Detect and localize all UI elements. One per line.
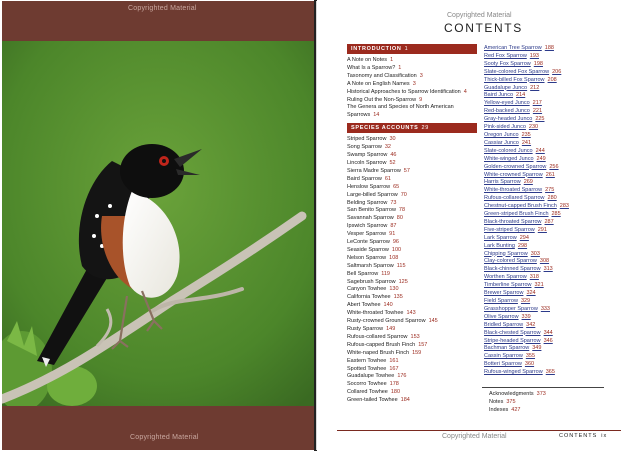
- toc-entry-page: 355: [525, 353, 536, 360]
- watermark-top-right: Copyrighted Material: [447, 12, 512, 19]
- toc-entry[interactable]: [347, 373, 477, 381]
- toc-entry-title: Cassiar Junco: [484, 139, 519, 146]
- toc-entry[interactable]: [484, 258, 604, 266]
- toc-entry[interactable]: [484, 251, 604, 259]
- toc-entry[interactable]: [347, 247, 477, 255]
- toc-entry[interactable]: [484, 77, 604, 85]
- toc-entry[interactable]: [484, 61, 604, 69]
- toc-entry-title: Field Sparrow: [484, 298, 518, 304]
- section-header-species-accounts[interactable]: [347, 123, 477, 133]
- toc-entry-title: Notes: [489, 398, 504, 405]
- toc-entry[interactable]: [489, 391, 546, 399]
- toc-entry-title: Sooty Fox Sparrow: [484, 60, 531, 67]
- toc-entry-page: 212: [530, 84, 540, 91]
- toc-entry[interactable]: [347, 271, 477, 279]
- species-entries: [347, 136, 477, 405]
- toc-entry-title: Collared Towhee: [347, 389, 388, 396]
- toc-entry[interactable]: [484, 353, 604, 361]
- toc-entry[interactable]: [347, 207, 477, 215]
- toc-entry[interactable]: [347, 350, 477, 358]
- toc-entry-title: California Towhee: [347, 294, 391, 301]
- toc-entry[interactable]: [347, 231, 477, 239]
- toc-entry-page: 176: [397, 373, 407, 380]
- toc-entry[interactable]: [347, 152, 477, 160]
- toc-entry-page: 178: [389, 381, 399, 388]
- toc-entry-page: 145: [428, 318, 438, 325]
- toc-entry-title: Striped Sparrow: [347, 136, 387, 143]
- toc-entry[interactable]: [347, 136, 477, 144]
- toc-entry-page: 365: [545, 369, 555, 376]
- toc-entry-page: 167: [389, 365, 399, 372]
- toc-entry[interactable]: [347, 358, 477, 366]
- toc-entry-title: Five-striped Sparrow: [484, 226, 535, 233]
- section-label: SPECIES ACCOUNTS: [351, 125, 419, 132]
- toc-entry-page: 4: [463, 88, 467, 95]
- toc-entry-page: 52: [389, 159, 396, 166]
- toc-entry-title: Golden-crowned Sparrow: [484, 163, 547, 170]
- toc-entry-page: 1: [398, 64, 402, 71]
- toc-entry[interactable]: [347, 215, 477, 223]
- toc-entry-title: Lark Bunting: [484, 242, 515, 249]
- toc-entry[interactable]: [347, 334, 477, 342]
- toc-entry-title: LeConte Sparrow: [347, 239, 390, 246]
- toc-entry-page: 217: [532, 100, 542, 107]
- toc-entry-title: Vesper Sparrow: [347, 231, 387, 238]
- toc-entry[interactable]: [484, 361, 604, 369]
- watermark-top-left: Copyrighted Material: [128, 5, 197, 12]
- toc-entry-title: Black-chinned Sparrow: [484, 266, 541, 273]
- footer-rule: [337, 430, 621, 431]
- toc-entry-title: Historical Approaches to Sparrow Identification: [347, 88, 461, 95]
- toc-entry[interactable]: [347, 192, 477, 200]
- toc-entry[interactable]: [484, 203, 604, 211]
- toc-entry-page: 193: [529, 52, 539, 59]
- toc-entry-title: Cassin Sparrow: [484, 353, 523, 360]
- toc-entry-page: 130: [389, 286, 399, 293]
- toc-entry[interactable]: [347, 294, 477, 302]
- toc-entry-page: 360: [524, 361, 535, 368]
- toc-entry[interactable]: [347, 286, 477, 294]
- toc-entry-title: Olive Sparrow: [484, 313, 519, 320]
- toc-entry[interactable]: [484, 235, 604, 243]
- toc-entry-title: Chipping Sparrow: [484, 250, 528, 257]
- toc-column-a: [347, 44, 477, 405]
- toc-entry[interactable]: [484, 227, 604, 235]
- toc-entry-page: 206: [552, 68, 562, 75]
- toc-entry-title: A Note on English Names: [347, 80, 410, 87]
- toc-entry-page: 80: [396, 215, 403, 222]
- toc-entry-title: Rufous-winged Sparrow: [484, 369, 543, 376]
- toc-entry-page: 70: [400, 191, 407, 198]
- toc-entry-title: Harris Sparrow: [484, 179, 521, 186]
- toc-entry-page: 298: [517, 242, 528, 249]
- toc-entry-page: 30: [389, 136, 396, 143]
- toc-entry-title: Indexes: [489, 406, 509, 413]
- toc-entry-page: 159: [412, 349, 422, 356]
- toc-entry-title: Stripe-headed Sparrow: [484, 337, 541, 344]
- toc-entry-page: 303: [530, 250, 540, 257]
- running-footer-page: ix: [601, 433, 608, 439]
- toc-entry[interactable]: [484, 314, 604, 322]
- toc-entry-title: Black-throated Sparrow: [484, 218, 542, 225]
- toc-entry-title: Song Sparrow: [347, 144, 382, 151]
- toc-entry-page: 294: [519, 234, 529, 241]
- toc-entry-page: 143: [406, 310, 416, 317]
- toc-entry-page: 78: [398, 207, 406, 214]
- toc-entry[interactable]: [484, 187, 604, 195]
- toc-entry[interactable]: [484, 132, 604, 140]
- toc-entry-page: 153: [410, 333, 420, 340]
- toc-entry[interactable]: [347, 97, 477, 105]
- toc-entry-page: 221: [532, 108, 543, 115]
- toc-entry-title: Red Fox Sparrow: [484, 52, 527, 59]
- toc-entry-title: White-throated Towhee: [347, 310, 404, 317]
- toc-entry[interactable]: [484, 116, 604, 124]
- toc-entry-title: Taxonomy and Classification: [347, 72, 417, 79]
- toc-entry-page: 280: [547, 195, 557, 202]
- toc-entry[interactable]: [484, 69, 604, 77]
- introduction-entries: [347, 57, 477, 120]
- toc-entry[interactable]: [484, 330, 604, 338]
- toc-entry-title: Acknowledgments: [489, 391, 534, 397]
- toc-entry[interactable]: [484, 290, 604, 298]
- toc-entry-page: 119: [381, 270, 390, 277]
- toc-entry-title: Slate-colored Fox Sparrow: [484, 68, 550, 75]
- toc-entry-title: Eastern Towhee: [347, 357, 387, 364]
- toc-entry[interactable]: [484, 282, 604, 290]
- toc-entry[interactable]: [484, 345, 604, 353]
- toc-entry[interactable]: [484, 298, 604, 306]
- toc-entry-title: Lark Sparrow: [484, 234, 517, 241]
- toc-entry-page: 249: [536, 155, 546, 162]
- right-page-contents: [316, 1, 630, 450]
- toc-entry-title: Savannah Sparrow: [347, 215, 394, 222]
- toc-entry-title: Slate-colored Junco: [484, 147, 533, 154]
- toc-entry-title: A Note on Notes: [347, 57, 388, 63]
- toc-entry-title: Swamp Sparrow: [347, 152, 388, 159]
- toc-entry-page: 125: [398, 278, 408, 285]
- toc-entry[interactable]: [347, 104, 477, 120]
- toc-entry-page: 321: [534, 282, 544, 289]
- toc-entry-title: Ruling Out the Non-Sparrow: [347, 96, 417, 103]
- toc-entry-page: 157: [418, 341, 428, 348]
- toc-entry-page: 333: [540, 305, 550, 312]
- toc-entry-page: 346: [543, 337, 553, 344]
- toc-entry-page: 108: [389, 254, 399, 261]
- toc-entry-page: 91: [389, 231, 396, 238]
- toc-entry-page: 342: [526, 321, 536, 328]
- toc-entry-page: 287: [544, 218, 554, 225]
- toc-entry[interactable]: [347, 160, 477, 168]
- toc-entry-title: Rusty-crowned Ground Sparrow: [347, 318, 426, 325]
- toc-entry-title: Guadalupe Towhee: [347, 373, 395, 380]
- toc-entry[interactable]: [347, 144, 477, 152]
- toc-entry-title: Rufous-collared Sparrow: [347, 333, 408, 340]
- toc-entry-page: 32: [384, 144, 391, 151]
- toc-entry[interactable]: [484, 369, 604, 377]
- toc-entry-title: San Benito Sparrow: [347, 207, 396, 214]
- toc-entry-page: 427: [511, 406, 521, 413]
- toc-entry-title: Thick-billed Fox Sparrow: [484, 76, 545, 83]
- running-footer-label: CONTENTS: [559, 433, 598, 439]
- toc-entry[interactable]: [347, 200, 477, 208]
- toc-entry[interactable]: [484, 140, 604, 148]
- toc-entry[interactable]: [347, 176, 477, 184]
- toc-entry-page: 9: [419, 96, 423, 103]
- toc-entry-page: 349: [532, 345, 542, 352]
- toc-entry-title: Worthen Sparrow: [484, 274, 527, 281]
- toc-entry-title: Rusty Sparrow: [347, 326, 384, 332]
- toc-entry-page: 375: [506, 398, 516, 405]
- toc-entry[interactable]: [347, 184, 477, 192]
- toc-entry[interactable]: [484, 100, 604, 108]
- toc-entry-title: Large-billed Sparrow: [347, 191, 398, 198]
- toc-entry-title: Botteri Sparrow: [484, 361, 522, 368]
- toc-entry[interactable]: [484, 148, 604, 156]
- toc-entry-page: 3: [412, 80, 416, 87]
- toc-entry[interactable]: [347, 239, 477, 247]
- toc-entry[interactable]: [347, 326, 477, 334]
- toc-entry[interactable]: [484, 211, 604, 219]
- toc-entry-page: 188: [544, 45, 554, 51]
- toc-entry-title: Yellow-eyed Junco: [484, 100, 530, 107]
- toc-entry[interactable]: [347, 89, 477, 97]
- toc-entry[interactable]: [347, 65, 477, 73]
- toc-entry[interactable]: [484, 45, 604, 53]
- toc-entry-title: Socorro Towhee: [347, 381, 387, 388]
- toc-entry[interactable]: [347, 81, 477, 89]
- toc-entry-page: 100: [391, 246, 402, 253]
- toc-entry-title: Baird Junco: [484, 92, 514, 99]
- toc-entry[interactable]: [484, 164, 604, 172]
- section-label: INTRODUCTION: [351, 46, 402, 52]
- toc-entry-title: Rufous-capped Brush Finch: [347, 341, 416, 348]
- toc-entry-page: 184: [400, 397, 410, 404]
- toc-entry-page: 87: [390, 223, 397, 230]
- toc-entry-page: 344: [543, 329, 553, 336]
- toc-entry-title: Saltmarsh Sparrow: [347, 262, 394, 269]
- toc-entry-page: 339: [521, 313, 531, 320]
- toc-entry-title: Seaside Sparrow: [347, 246, 389, 253]
- toc-entry-title: White-crowned Sparrow: [484, 171, 543, 178]
- toc-entry-page: 269: [523, 179, 533, 186]
- toc-entry[interactable]: [484, 53, 604, 61]
- running-footer: [559, 433, 607, 439]
- toc-entry[interactable]: [484, 338, 604, 346]
- toc-entry[interactable]: [484, 108, 604, 116]
- toc-entry-title: What Is a Sparrow?: [347, 64, 396, 71]
- toc-entry-title: American Tree Sparrow: [484, 45, 542, 51]
- toc-entry-title: Green-striped Brush Finch: [484, 211, 549, 218]
- toc-entry[interactable]: [484, 156, 604, 164]
- spotted-towhee-illustration: [2, 41, 315, 406]
- toc-entry-page: 208: [547, 76, 557, 83]
- toc-entry-page: 135: [393, 294, 403, 301]
- toc-entry-page: 225: [535, 116, 545, 123]
- toc-entry-page: 283: [559, 203, 569, 210]
- toc-entry-page: 244: [535, 147, 545, 154]
- left-page: [2, 1, 315, 450]
- toc-entry[interactable]: [347, 381, 477, 389]
- toc-entry[interactable]: [484, 172, 604, 180]
- toc-entry[interactable]: [484, 195, 604, 203]
- toc-entry-page: 313: [543, 266, 553, 273]
- toc-entry-page: 96: [392, 239, 399, 246]
- toc-entry-title: The Genera and Species of North American Sparrows: [347, 104, 454, 119]
- toc-entry-page: 324: [526, 290, 536, 297]
- toc-entry[interactable]: [489, 407, 546, 415]
- toc-entry-page: 318: [529, 274, 539, 281]
- toc-entry-title: Pink-sided Junco: [484, 124, 526, 131]
- toc-entry[interactable]: [347, 310, 477, 318]
- toc-entry[interactable]: [484, 243, 604, 251]
- toc-entry-title: Brewer Sparrow: [484, 290, 524, 297]
- toc-entry-page: 115: [396, 262, 406, 269]
- toc-entry-title: Guadalupe Junco: [484, 84, 528, 91]
- toc-entry-page: 198: [533, 60, 543, 67]
- toc-entry-page: 235: [521, 131, 531, 138]
- toc-entry-title: Clay-colored Sparrow: [484, 258, 537, 265]
- toc-entry[interactable]: [489, 399, 546, 407]
- toc-entry-page: 180: [390, 389, 401, 396]
- toc-entry[interactable]: [347, 389, 477, 397]
- toc-entry-page: 230: [528, 124, 539, 131]
- toc-entry[interactable]: [347, 366, 477, 374]
- toc-entry-title: Nelson Sparrow: [347, 254, 387, 261]
- toc-entry-page: 65: [393, 183, 400, 190]
- toc-entry-title: Henslow Sparrow: [347, 183, 391, 190]
- watermark-bottom-right: Copyrighted Material: [442, 433, 507, 440]
- toc-entry[interactable]: [347, 279, 477, 287]
- toc-entry-page: 73: [390, 199, 397, 206]
- section-header-introduction[interactable]: [347, 44, 477, 54]
- toc-entry-title: Spotted Towhee: [347, 365, 387, 372]
- toc-entry-title: Bachman Sparrow: [484, 345, 530, 352]
- toc-entry-page: 285: [551, 211, 561, 218]
- toc-entry-page: 291: [537, 226, 547, 233]
- toc-entry[interactable]: [484, 266, 604, 274]
- toc-entry[interactable]: [484, 179, 604, 187]
- toc-entry[interactable]: [484, 124, 604, 132]
- toc-entry[interactable]: [347, 223, 477, 231]
- toc-entry-page: 3: [419, 72, 423, 79]
- toc-entry-page: 214: [516, 92, 526, 99]
- toc-entry[interactable]: [347, 255, 477, 263]
- toc-entry-page: 261: [545, 171, 555, 178]
- toc-entry-title: Red-backed Junco: [484, 108, 530, 115]
- toc-entry-page: 140: [383, 302, 393, 309]
- toc-entry-title: White-naped Brush Finch: [347, 349, 410, 356]
- back-matter-entries: [489, 391, 546, 415]
- species-entries-continued: [484, 45, 604, 377]
- section-page: 29: [421, 125, 430, 132]
- toc-entry-page: 256: [549, 163, 559, 170]
- toc-entry-page: 308: [539, 258, 550, 265]
- toc-entry-page: 46: [390, 152, 397, 159]
- toc-entry-page: 329: [520, 298, 531, 304]
- toc-entry[interactable]: [484, 274, 604, 282]
- toc-entry[interactable]: [484, 306, 604, 314]
- toc-entry-title: Lincoln Sparrow: [347, 159, 387, 166]
- toc-entry[interactable]: [484, 322, 604, 330]
- section-page: 1: [404, 46, 409, 52]
- toc-entry-page: 57: [403, 167, 410, 174]
- toc-entry-title: Rufous-collared Sparrow: [484, 195, 545, 202]
- toc-entry-page: 149: [386, 326, 396, 332]
- toc-entry-title: Sagebrush Sparrow: [347, 278, 396, 285]
- toc-entry-title: Green-tailed Towhee: [347, 397, 398, 404]
- toc-entry-title: Grasshopper Sparrow: [484, 305, 538, 312]
- toc-entry-title: Belding Sparrow: [347, 199, 388, 206]
- toc-entry[interactable]: [347, 318, 477, 326]
- toc-entry-title: Baird Sparrow: [347, 175, 382, 182]
- column-b-divider: [482, 387, 604, 388]
- toc-entry-page: 161: [389, 357, 399, 364]
- toc-entry-title: Sierra Madre Sparrow: [347, 167, 401, 174]
- toc-entry-title: Black-chested Sparrow: [484, 329, 541, 336]
- toc-entry-title: Gray-headed Junco: [484, 116, 533, 123]
- toc-entry-title: Bell Sparrow: [347, 270, 379, 277]
- toc-entry-title: Chestnut-capped Brush Finch: [484, 203, 557, 210]
- toc-entry[interactable]: [484, 85, 604, 93]
- toc-entry[interactable]: [347, 263, 477, 271]
- toc-entry-page: 373: [536, 391, 546, 397]
- toc-entry-title: Bridled Sparrow: [484, 321, 524, 328]
- toc-entry-title: Canyon Towhee: [347, 286, 387, 293]
- toc-entry-page: 14: [373, 112, 380, 119]
- toc-entry[interactable]: [484, 219, 604, 227]
- toc-entry-title: Abert Towhee: [347, 302, 381, 309]
- toc-entry[interactable]: [347, 57, 477, 65]
- toc-entry-title: White-throated Sparrow: [484, 187, 543, 194]
- toc-entry-page: 1: [390, 57, 394, 63]
- toc-entry-page: 275: [545, 187, 555, 194]
- toc-entry-page: 61: [384, 175, 391, 182]
- toc-entry[interactable]: [347, 168, 477, 176]
- toc-column-b: [484, 45, 604, 377]
- bird-photo: [2, 41, 315, 406]
- toc-entry-title: Oregon Junco: [484, 131, 519, 138]
- toc-entry[interactable]: [347, 302, 477, 310]
- toc-entry[interactable]: [347, 342, 477, 350]
- toc-entry-title: Timberline Sparrow: [484, 282, 532, 289]
- contents-title: CONTENTS: [444, 21, 523, 35]
- toc-entry-title: Ipswich Sparrow: [347, 223, 388, 230]
- watermark-bottom-left: Copyrighted Material: [130, 434, 199, 441]
- toc-entry-title: White-winged Junco: [484, 155, 534, 162]
- toc-entry[interactable]: [347, 397, 477, 405]
- toc-entry[interactable]: [484, 92, 604, 100]
- toc-entry-page: 241: [521, 139, 532, 146]
- toc-entry[interactable]: [347, 73, 477, 81]
